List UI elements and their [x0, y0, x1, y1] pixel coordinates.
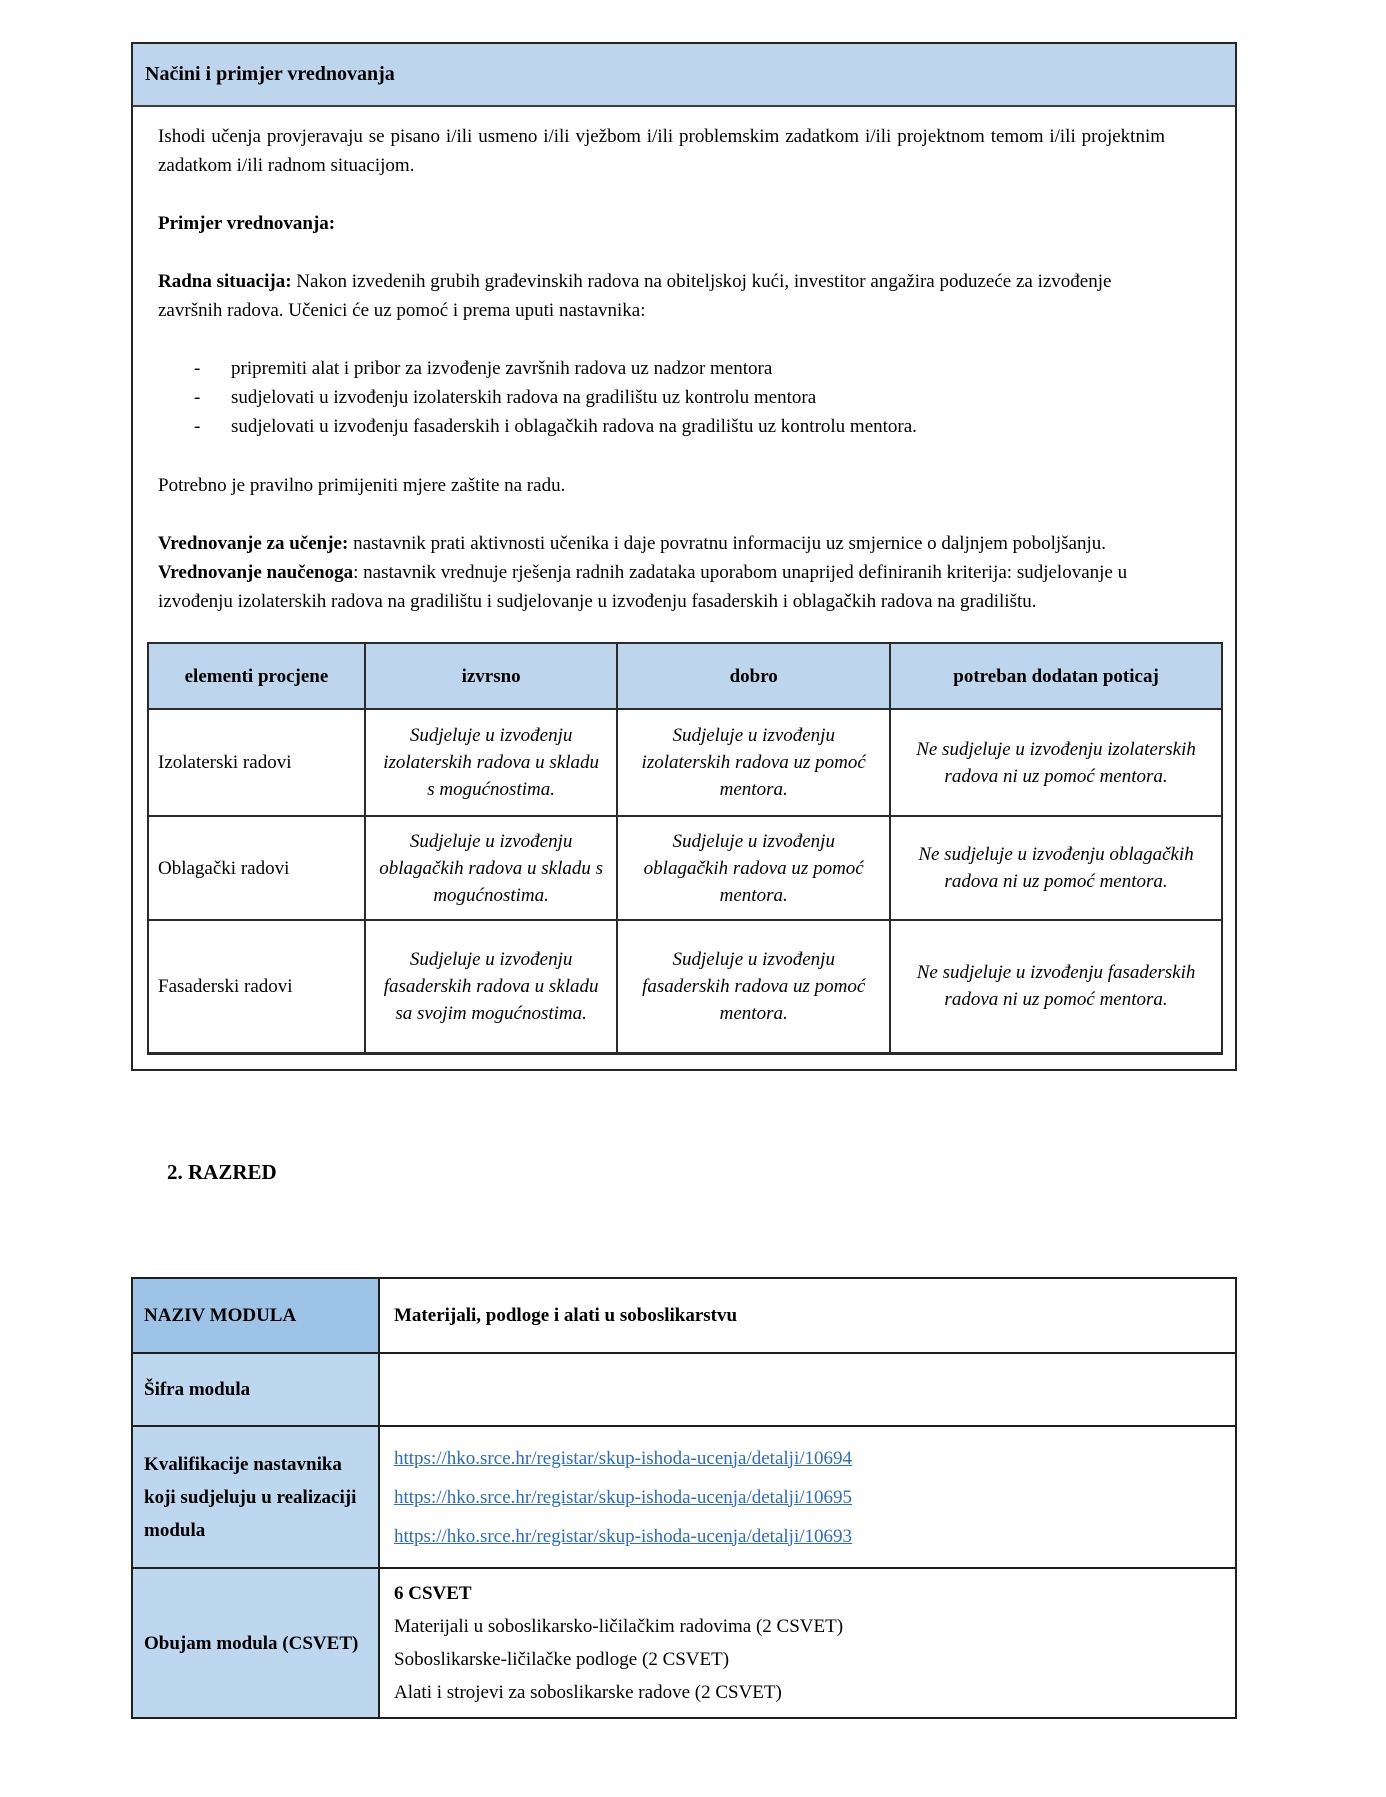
rubric-header-dobro: dobro	[617, 643, 890, 709]
table-row	[132, 1568, 1236, 1718]
rubric-cell-dobro: Sudjeluje u izvođenju fasaderskih radova uz pomoć mentora.	[617, 920, 890, 1053]
bullet-dash: -	[194, 387, 201, 408]
module-sifra-label: Šifra modula	[132, 1353, 379, 1426]
table-row	[148, 816, 1222, 920]
rubric-table	[147, 642, 1223, 1055]
rubric-element: Izolaterski radovi	[148, 709, 365, 816]
vrednovanje-za-ucenje-paragraph	[158, 529, 1165, 558]
table-row	[132, 1426, 1236, 1568]
radna-situacija-paragraph	[158, 267, 1165, 325]
module-sifra-value	[379, 1353, 1236, 1426]
rubric-cell-dobro: Sudjeluje u izvođenju izolaterskih radova uz pomoć mentora.	[617, 709, 890, 816]
module-obujam-label: Obujam modula (CSVET)	[132, 1568, 379, 1718]
list-item	[194, 383, 1165, 412]
evaluation-section	[131, 42, 1237, 1071]
rubric-element: Fasaderski radovi	[148, 920, 365, 1053]
rubric-cell-izvrsno: Sudjeluje u izvođenju izolaterskih radova u skladu s mogućnostima.	[365, 709, 617, 816]
csvet-total: 6 CSVET	[394, 1583, 472, 1604]
rubric-header-elementi: elementi procjene	[148, 643, 365, 709]
module-naziv-value: Materijali, podloge i alati u soboslikarstvu	[379, 1278, 1236, 1353]
table-row	[148, 709, 1222, 816]
rubric-cell-poticaj: Ne sudjeluje u izvođenju izolaterskih radova ni uz pomoć mentora.	[890, 709, 1222, 816]
rubric-cell-poticaj: Ne sudjeluje u izvođenju oblagačkih radova ni uz pomoć mentora.	[890, 816, 1222, 920]
module-obujam-value	[379, 1568, 1236, 1718]
radna-situacija-text: Nakon izvedenih grubih građevinskih radova na obiteljskoj kući, investitor angažira poduzeće za izvođenje završnih radova. Učenici će uz pomoć i prema uputi nastavnika:	[158, 271, 1112, 321]
razred-heading: 2. RAZRED	[167, 1160, 277, 1184]
vrednovanje-za-ucenje-label: Vrednovanje za učenje:	[158, 533, 349, 554]
hko-link-10694[interactable]: https://hko.srce.hr/registar/skup-ishoda-ucenja/detalji/10694	[394, 1447, 853, 1469]
hko-link-10693[interactable]: https://hko.srce.hr/registar/skup-ishoda-ucenja/detalji/10693	[394, 1525, 853, 1547]
rubric-header-poticaj: potreban dodatan poticaj	[890, 643, 1222, 709]
safety-paragraph: Potrebno je pravilno primijeniti mjere zaštite na radu.	[158, 475, 566, 496]
bullet-dash: -	[194, 358, 201, 379]
vrednovanje-naucenoga-paragraph	[158, 558, 1165, 616]
obujam-item: Materijali u soboslikarsko-ličilačkim radovima (2 CSVET)	[394, 1616, 844, 1637]
module-kvalifikacije-label: Kvalifikacije nastavnika koji sudjeluju u realizaciji modula	[132, 1426, 379, 1568]
list-item	[194, 354, 1165, 383]
bullet-dash: -	[194, 416, 201, 437]
rubric-element: Oblagački radovi	[148, 816, 365, 920]
rubric-header-row	[148, 643, 1222, 709]
bullet-text: pripremiti alat i pribor za izvođenje završnih radova uz nadzor mentora	[231, 358, 773, 379]
rubric-cell-izvrsno: Sudjeluje u izvođenju fasaderskih radova u skladu sa svojim mogućnostima.	[365, 920, 617, 1053]
vrednovanje-za-ucenje-text: nastavnik prati aktivnosti učenika i daje povratnu informaciju uz smjernice o daljnjem poboljšanju.	[348, 533, 1107, 554]
module-kvalifikacije-links	[379, 1426, 1236, 1568]
rubric-cell-izvrsno: Sudjeluje u izvođenju oblagačkih radova u skladu s mogućnostima.	[365, 816, 617, 920]
evaluation-title: Načini i primjer vrednovanja	[145, 63, 395, 85]
evaluation-body	[133, 107, 1235, 1069]
evaluation-section-header	[133, 44, 1235, 107]
obujam-item: Alati i strojevi za soboslikarske radove (2 CSVET)	[394, 1682, 782, 1703]
table-row	[132, 1353, 1236, 1426]
vrednovanje-naucenoga-text: : nastavnik vrednuje rješenja radnih zadataka uporabom unaprijed definiranih kriterija: sudjelovanje u izvođenju izolaterskih radova na gradilištu i sudjelovanje u izvođenju fasaderskih i oblagačkih radova na gradilištu.	[158, 562, 1128, 612]
table-row	[132, 1278, 1236, 1353]
intro-paragraph: Ishodi učenja provjeravaju se pisano i/ili usmeno i/ili vježbom i/ili problemskim zadatkom i/ili projektnom temom i/ili projektnim zadatkom i/ili radnom situacijom.	[158, 126, 1165, 176]
obujam-item: Soboslikarske-ličilačke podloge (2 CSVET)	[394, 1649, 730, 1670]
bullet-text: sudjelovati u izvođenju fasaderskih i oblagačkih radova na gradilištu uz kontrolu mentora.	[231, 416, 917, 437]
module-table	[131, 1277, 1237, 1719]
list-item	[194, 412, 1165, 441]
task-bullet-list	[194, 354, 1165, 441]
hko-link-10695[interactable]: https://hko.srce.hr/registar/skup-ishoda-ucenja/detalji/10695	[394, 1486, 853, 1508]
radna-situacija-label: Radna situacija:	[158, 271, 292, 292]
rubric-cell-dobro: Sudjeluje u izvođenju oblagačkih radova uz pomoć mentora.	[617, 816, 890, 920]
rubric-header-izvrsno: izvrsno	[365, 643, 617, 709]
bullet-text: sudjelovati u izvođenju izolaterskih radova na gradilištu uz kontrolu mentora	[231, 387, 817, 408]
table-row	[148, 920, 1222, 1053]
rubric-cell-poticaj: Ne sudjeluje u izvođenju fasaderskih radova ni uz pomoć mentora.	[890, 920, 1222, 1053]
example-heading: Primjer vrednovanja:	[158, 213, 336, 234]
vrednovanje-naucenoga-label: Vrednovanje naučenoga	[158, 562, 354, 583]
module-naziv-label: NAZIV MODULA	[132, 1278, 379, 1353]
